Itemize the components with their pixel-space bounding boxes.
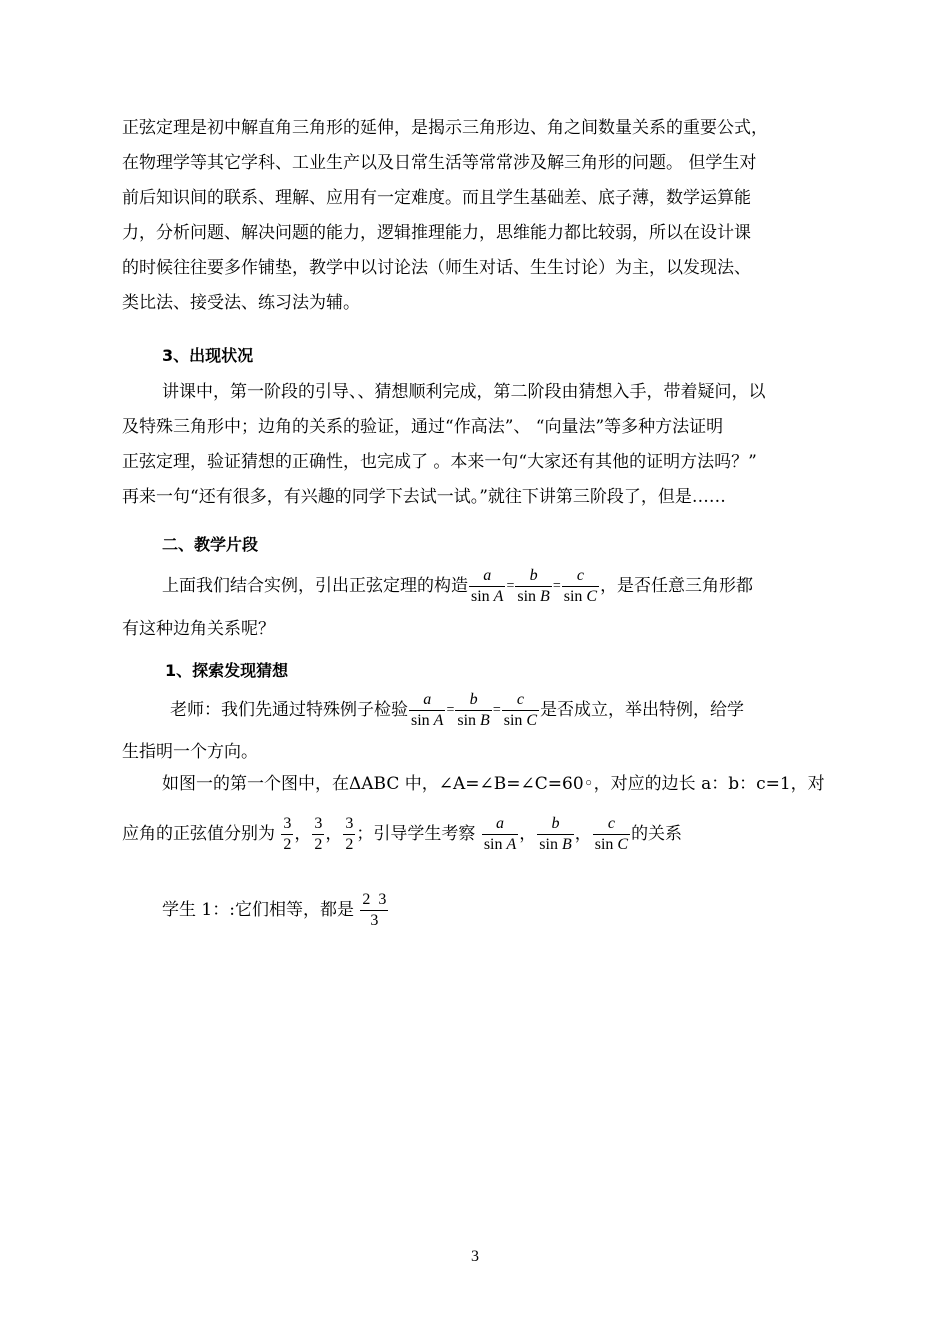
text-span: 的关系 xyxy=(631,824,683,844)
text-line: 正弦定理是初中解直角三角形的延伸，是揭示三角形边、角之间数量关系的重要公式， xyxy=(122,118,768,138)
text-line: 再来一句“还有很多，有兴趣的同学下去试一试。”就往下讲第三阶段了，但是…… xyxy=(122,487,726,507)
fraction-sqrt3-over-2: $\frac{3}{2}$ xyxy=(283,815,292,853)
text-span: 应角的正弦值分别为 xyxy=(122,824,275,844)
text-span: ；引导学生考察 xyxy=(356,824,476,844)
text-span: 是否成立，举出特例，给学 xyxy=(540,700,745,720)
text-span: 学生 1：:它们相等，都是 xyxy=(162,900,354,920)
text-span: 上面我们结合实例，引出正弦定理的构造 xyxy=(162,576,468,596)
fraction-b-over-sinB: $\frac{b}{\text{sin B}}$ xyxy=(539,815,572,853)
text-span: 老师：我们先通过特殊例子检验 xyxy=(170,700,408,720)
fraction-a-over-sinA: $\frac{a}{\text{sin A}}$ xyxy=(483,815,517,853)
fraction-sqrt3-over-2: $\frac{3}{2}$ xyxy=(314,815,323,853)
fraction-a-over-sinA: $\frac{a}{\text{sin A}}$ xyxy=(411,691,444,729)
text-line: 及特殊三角形中；边角的关系的验证，通过“作高法”、 “向量法”等多种方法证明 xyxy=(122,417,724,437)
fraction-c-over-sinC: $\frac{c}{\text{sin C}}$ xyxy=(563,567,598,605)
text-line-with-formula: 老师：我们先通过特殊例子检验 $\frac{a}{\text{sin A}}$ = $\frac{b}{\text{sin B}}$ = $\frac{c}{\text{sin C}}$ 是否成立，举出特例，给学 xyxy=(170,691,745,729)
text-line: 在物理学等其它学科、工业生产以及日常生活等常常涉及解三角形的问题。 但学生对 xyxy=(122,153,757,173)
page-number: 3 xyxy=(471,1248,479,1265)
fraction-b-over-sinB: $\frac{b}{\text{sin B}}$ xyxy=(457,691,490,729)
text-line: 正弦定理，验证猜想的正确性，也完成了 。本来一句“大家还有其他的证明方法吗？” xyxy=(122,452,757,472)
text-line: 类比法、接受法、练习法为辅。 xyxy=(122,293,360,313)
text-line: 有这种边角关系呢？ xyxy=(122,619,275,639)
section-heading: 二、教学片段 xyxy=(162,535,259,554)
fraction-2sqrt3-over-3: $\frac{2 3}{3}$ xyxy=(362,891,387,929)
text-line-with-formula: 应角的正弦值分别为 $\frac{3}{2}$ ， $\frac{3}{2}$ ， $\frac{3}{2}$ ；引导学生考察 $\frac{a}{\text{sin A}}$ ， $\frac{b}{\text{sin B}}$ ， $\frac{c}{\text{sin C}}$ 的关系 xyxy=(122,815,683,853)
text-line: 的时候往往要多作铺垫，教学中以讨论法（师生对话、生生讨论）为主，以发现法、 xyxy=(122,258,751,278)
text-line: 如图一的第一个图中，在ΔABC 中，∠A=∠B=∠C=60◦，对应的边长 a：b：c=1，对 xyxy=(162,774,825,794)
section-heading: 3、出现状况 xyxy=(162,346,254,365)
text-line: 生指明一个方向。 xyxy=(122,742,258,762)
text-line: 力，分析问题、解决问题的能力，逻辑推理能力，思维能力都比较弱，所以在设计课 xyxy=(122,223,751,243)
text-line-with-formula xyxy=(162,890,389,931)
fraction-a-over-sinA: $\frac{a}{\text{sin A}}$ xyxy=(471,567,504,605)
text-span: ，是否任意三角形都 xyxy=(600,576,754,596)
text-line-with-formula: 上面我们结合实例，引出正弦定理的构造 $\frac{a}{\text{sin A}}$ = $\frac{b}{\text{sin B}}$ = $\frac{c}{\text{sin C}}$ ，是否任意三角形都 xyxy=(162,567,754,605)
fraction-sqrt3-over-2: $\frac{3}{2}$ xyxy=(345,815,354,853)
fraction-c-over-sinC: $\frac{c}{\text{sin C}}$ xyxy=(503,691,538,729)
text-line: 讲课中，第一阶段的引导、、猜想顺利完成，第二阶段由猜想入手，带着疑问，以 xyxy=(162,382,766,402)
text-line: 前后知识间的联系、理解、应用有一定难度。而且学生基础差、底子薄，数学运算能 xyxy=(122,188,751,208)
section-heading: 1、探索发现猜想 xyxy=(165,661,289,680)
fraction-c-over-sinC: $\frac{c}{\text{sin C}}$ xyxy=(594,815,629,853)
fraction-b-over-sinB: $\frac{b}{\text{sin B}}$ xyxy=(517,567,550,605)
